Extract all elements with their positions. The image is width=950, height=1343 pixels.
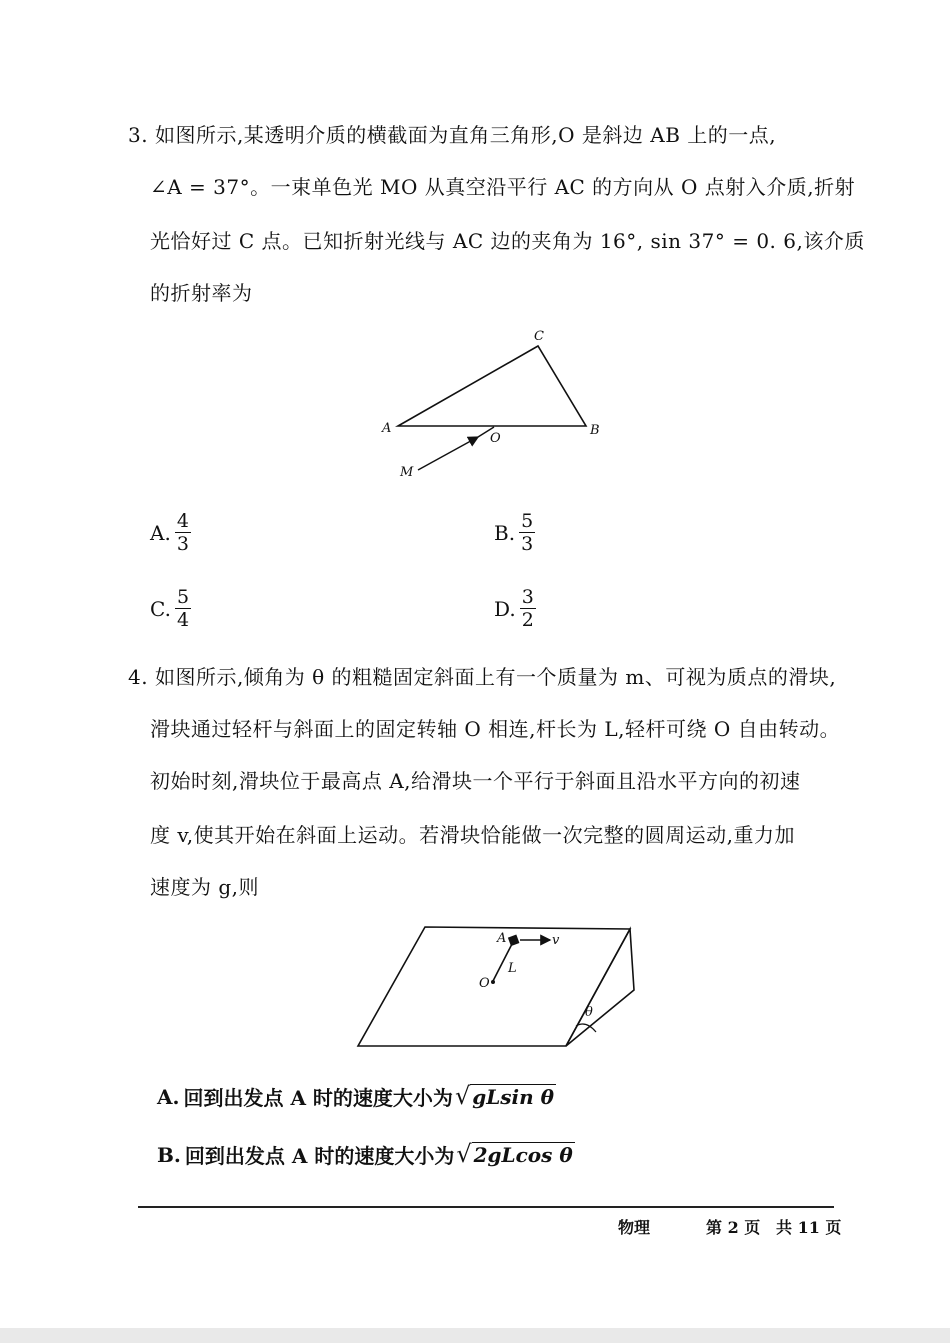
label-a: A bbox=[382, 421, 392, 436]
theta-arc bbox=[576, 1024, 596, 1032]
option-label: A. bbox=[150, 520, 171, 545]
option-text: 回到出发点 A 时的速度大小为 bbox=[184, 1144, 455, 1168]
q3-line-4: 的折射率为 bbox=[150, 281, 253, 305]
option-text: 回到出发点 A 时的速度大小为 bbox=[183, 1086, 453, 1110]
footer-total-pages: 共 11 页 bbox=[776, 1218, 842, 1237]
label-o: O bbox=[479, 976, 490, 991]
option-label: A. bbox=[157, 1084, 180, 1109]
label-v: v bbox=[552, 933, 560, 948]
fraction: $\frac{3}{2}$ bbox=[521, 586, 534, 631]
triangle-abc bbox=[398, 346, 586, 426]
q3-option-b[interactable] bbox=[494, 510, 535, 555]
label-a: A bbox=[497, 931, 507, 946]
scan-bottom-strip bbox=[0, 1328, 950, 1343]
footer-page-number: 第 2 页 bbox=[706, 1218, 761, 1237]
q4-line-1: 4. 如图所示,倾角为 θ 的粗糙固定斜面上有一个质量为 m、可视为质点的滑块, bbox=[128, 665, 837, 689]
q3-option-d[interactable] bbox=[494, 586, 536, 631]
label-b: B bbox=[590, 423, 600, 438]
option-label: B. bbox=[494, 520, 516, 545]
q3-option-a[interactable] bbox=[150, 510, 191, 555]
sqrt-expression: √ gLsin θ bbox=[454, 1082, 554, 1110]
q4-option-b[interactable] bbox=[157, 1140, 575, 1169]
label-m: M bbox=[400, 465, 414, 480]
footer-divider bbox=[138, 1206, 834, 1208]
incline-side bbox=[566, 929, 634, 1046]
q4-incline-figure bbox=[350, 920, 640, 1050]
fraction: $\frac{5}{3}$ bbox=[521, 510, 534, 555]
q4-line-2: 滑块通过轻杆与斜面上的固定转轴 O 相连,杆长为 L,轻杆可绕 O 自由转动。 bbox=[150, 717, 841, 741]
q3-line-1: 3. 如图所示,某透明介质的横截面为直角三角形,O 是斜边 AB 上的一点, bbox=[128, 123, 777, 147]
pivot-o bbox=[491, 980, 495, 984]
option-label: D. bbox=[494, 596, 516, 621]
q4-line-3: 初始时刻,滑块位于最高点 A,给滑块一个平行于斜面且沿水平方向的初速 bbox=[150, 769, 801, 793]
q3-option-c[interactable] bbox=[150, 586, 191, 631]
option-label: B. bbox=[157, 1142, 181, 1167]
q4-option-a[interactable] bbox=[157, 1082, 556, 1111]
ray-mo bbox=[418, 437, 478, 470]
q3-line-3: 光恰好过 C 点。已知折射光线与 AC 边的夹角为 16°, sin 37° = 0. 6,该介质 bbox=[150, 229, 865, 253]
fraction: $\frac{5}{4}$ bbox=[176, 586, 190, 631]
fraction: $\frac{4}{3}$ bbox=[176, 510, 189, 555]
label-l: L bbox=[508, 961, 517, 976]
label-c: C bbox=[534, 329, 544, 344]
option-label: C. bbox=[150, 596, 171, 621]
incline-surface bbox=[358, 927, 630, 1046]
footer-subject: 物理 bbox=[618, 1218, 651, 1237]
q4-line-4: 度 v,使其开始在斜面上运动。若滑块恰能做一次完整的圆周运动,重力加 bbox=[150, 823, 795, 847]
label-o: O bbox=[490, 431, 501, 446]
sqrt-expression: √ 2gLcos θ bbox=[456, 1140, 573, 1168]
label-theta: θ bbox=[585, 1005, 593, 1020]
q3-triangle-figure bbox=[370, 320, 620, 490]
q3-line-2: ∠A = 37°。一束单色光 MO 从真空沿平行 AC 的方向从 O 点射入介质,折射 bbox=[150, 175, 856, 199]
q4-line-5: 速度为 g,则 bbox=[150, 875, 260, 899]
slider-block bbox=[508, 935, 520, 947]
